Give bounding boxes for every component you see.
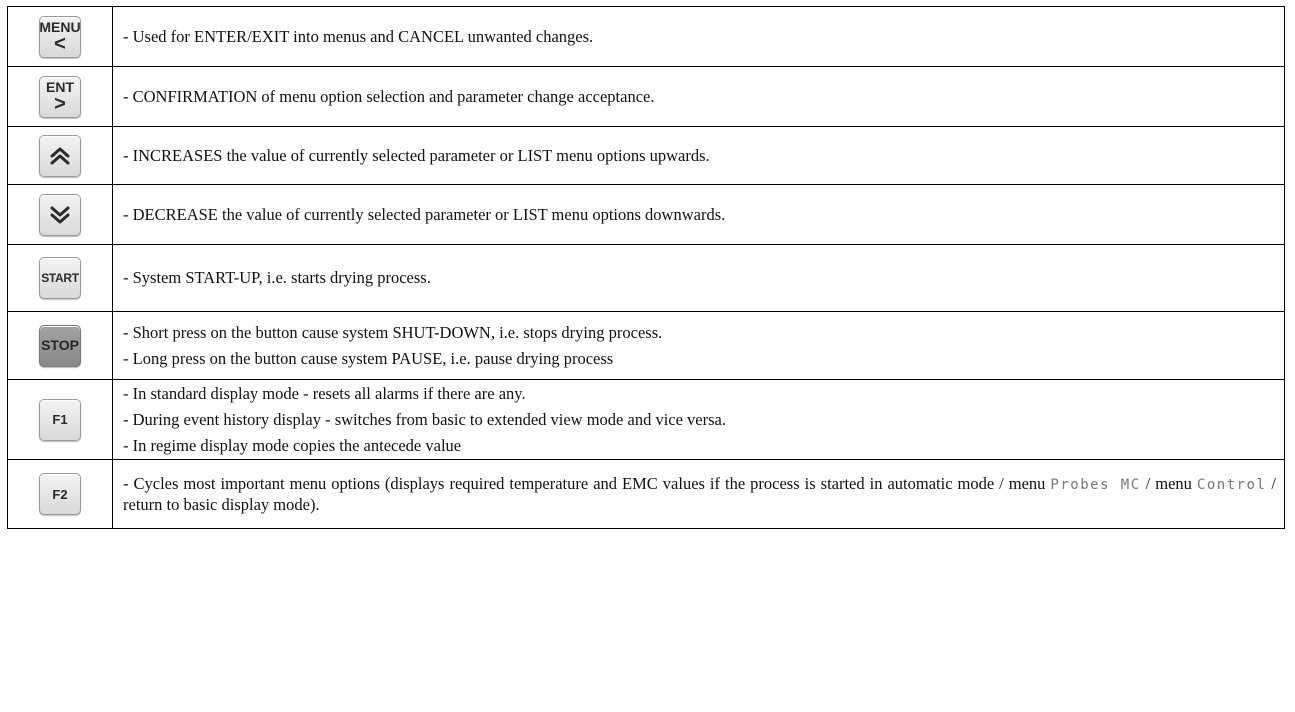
key-cell	[8, 380, 113, 460]
stop-key-label: STOP	[41, 337, 79, 353]
table-row	[8, 312, 1285, 380]
chevron-right-icon: >	[54, 93, 66, 115]
description-line: - Used for ENTER/EXIT into menus and CANCEL unwanted changes.	[123, 26, 594, 46]
table-row	[8, 67, 1285, 127]
f1-key-label: F1	[52, 412, 68, 427]
lcd-menu-control: Control	[1196, 477, 1267, 493]
key-cell	[8, 7, 113, 67]
stop-key	[39, 325, 81, 367]
up-key	[39, 135, 81, 177]
key-cell	[8, 460, 113, 529]
menu-key	[39, 16, 81, 58]
table-row	[8, 7, 1285, 67]
key-cell	[8, 127, 113, 185]
key-cell	[8, 312, 113, 380]
menu-key-label: MENU	[39, 19, 81, 35]
description-cell	[113, 127, 1285, 185]
description-line: - Short press on the button cause system SHUT-DOWN, i.e. stops drying process.	[123, 322, 663, 342]
description-cell	[113, 460, 1285, 529]
chevron-left-icon: <	[54, 33, 66, 55]
lcd-menu-probes-mc: Probes MC	[1050, 477, 1141, 493]
description-cell	[113, 67, 1285, 127]
double-chevron-down-icon	[49, 204, 71, 226]
down-key	[39, 194, 81, 236]
description-paragraph	[123, 474, 1276, 514]
description-text: / return to basic display mode).	[123, 474, 1277, 514]
description-line: - Long press on the button cause system PAUSE, i.e. pause drying process	[123, 348, 614, 368]
start-key-label: START	[41, 270, 79, 285]
f2-key	[39, 473, 81, 515]
description-line: - CONFIRMATION of menu option selection and parameter change acceptance.	[123, 86, 655, 106]
description-cell	[113, 380, 1285, 460]
description-cell	[113, 245, 1285, 312]
enter-key	[39, 76, 81, 118]
table-row	[8, 380, 1285, 460]
description-line: - DECREASE the value of currently selected parameter or LIST menu options downwards.	[123, 204, 726, 224]
description-cell	[113, 7, 1285, 67]
f2-key-label: F2	[52, 486, 68, 502]
table-row	[8, 245, 1285, 312]
description-line: - In regime display mode copies the antecede value	[123, 435, 462, 455]
key-cell	[8, 245, 113, 312]
table-row	[8, 460, 1285, 529]
description-line: - System START-UP, i.e. starts drying process.	[123, 268, 431, 287]
description-line: - In standard display mode - resets all alarms if there are any.	[123, 383, 526, 403]
key-cell	[8, 185, 113, 245]
description-text: / menu	[1140, 474, 1197, 493]
table-row	[8, 185, 1285, 245]
double-chevron-up-icon	[49, 145, 71, 167]
description-line: - INCREASES the value of currently selected parameter or LIST menu options upwards.	[123, 145, 710, 165]
description-line: - During event history display - switches from basic to extended view mode and vice versa.	[123, 409, 726, 429]
f1-key	[39, 399, 81, 441]
description-cell	[113, 185, 1285, 245]
key-function-table	[7, 6, 1285, 529]
table-row	[8, 127, 1285, 185]
key-cell	[8, 67, 113, 127]
description-text: - Cycles most important menu options (displays required temperature and EMC values if the process is started in automatic mode / menu	[123, 474, 1051, 493]
enter-key-label: ENT	[46, 79, 74, 95]
start-key	[39, 257, 81, 299]
description-cell	[113, 312, 1285, 380]
